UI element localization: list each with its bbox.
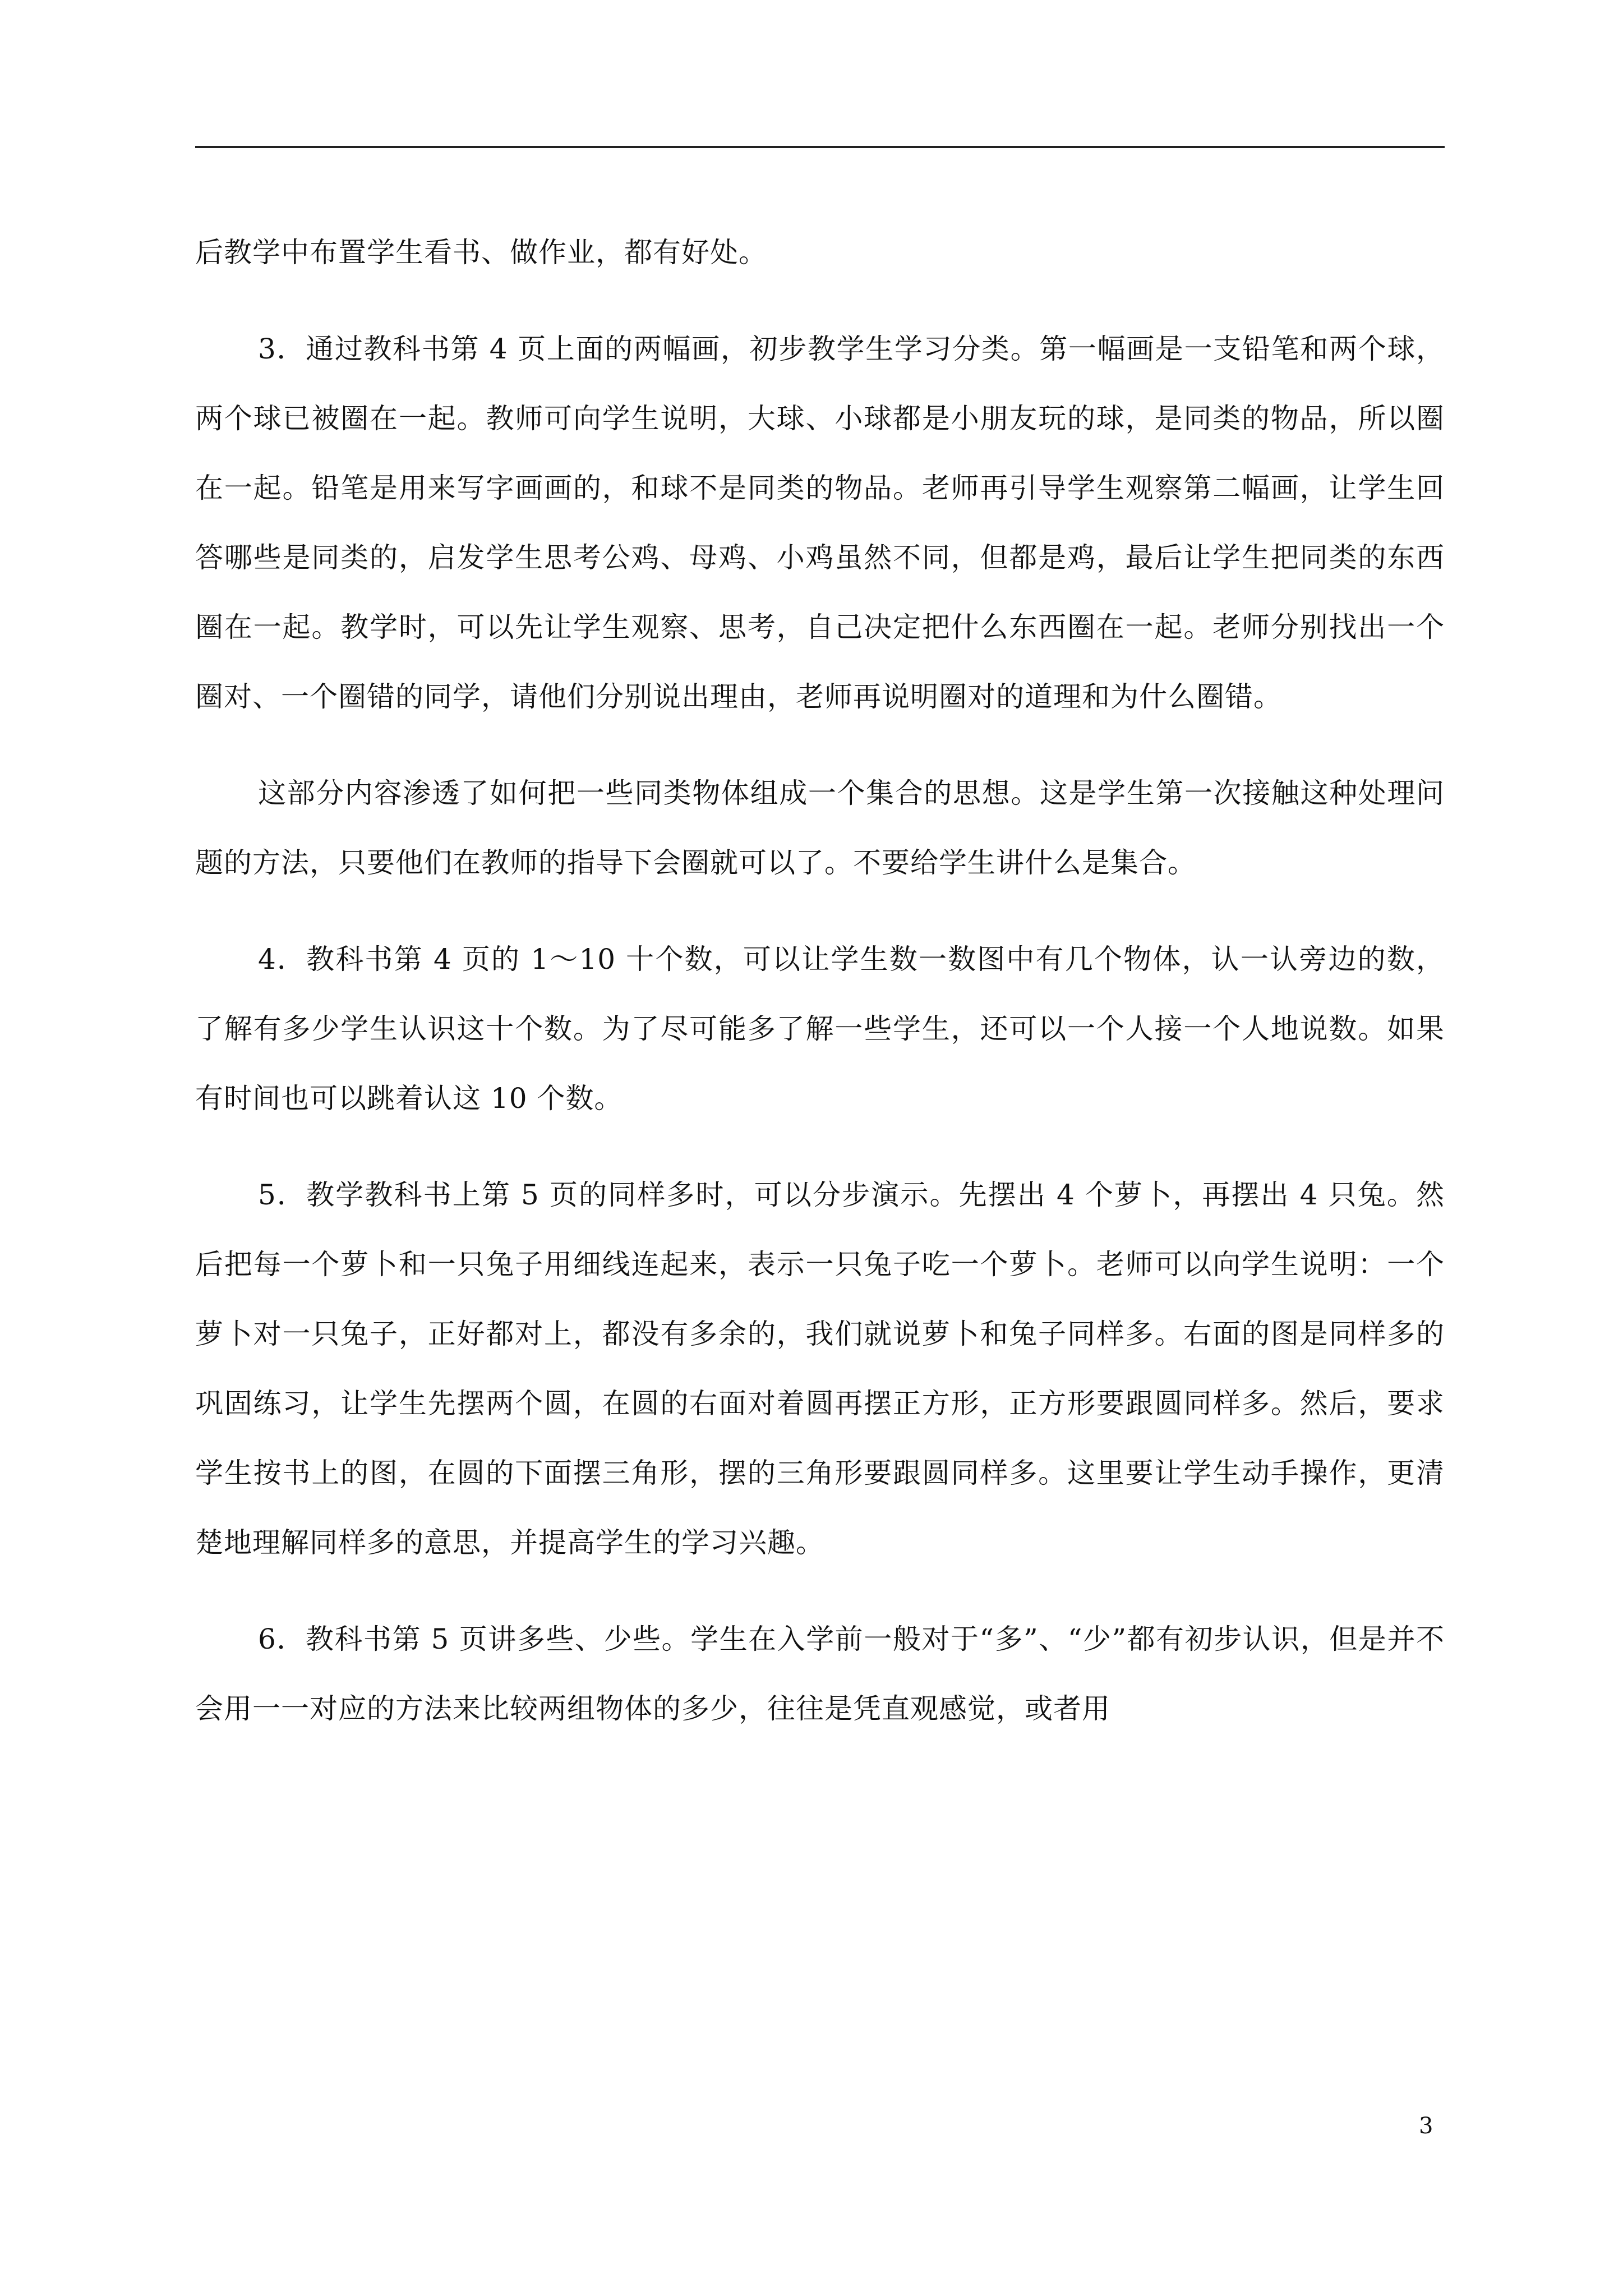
paragraph-item-4-numbers: 4．教科书第 4 页的 1～10 十个数，可以让学生数一数图中有几个物体，认一认旁边的数，了解有多少学生认识这十个数。为了尽可能多了解一些学生，还可以一个人接一个人地说数。如果有时间也可以跳着认这 10 个数。 [195,943,1445,1115]
paragraph-set-concept: 这部分内容渗透了如何把一些同类物体组成一个集合的思想。这是学生第一次接触这种处理问题的方法，只要他们在教师的指导下会圈就可以了。不要给学生讲什么是集合。 [195,777,1445,879]
paragraph-continuation: 后教学中布置学生看书、做作业，都有好处。 [195,236,767,269]
paragraph-item-5-same-amount: 5．教学教科书上第 5 页的同样多时，可以分步演示。先摆出 4 个萝卜，再摆出 4 只兔。然后把每一个萝卜和一只兔子用细线连起来，表示一只兔子吃一个萝卜。老师可以向学生说明：一个萝卜对一只兔子，正好都对上，都没有多余的，我们就说萝卜和兔子同样多。右面的图是同样多的巩固练习，让学生先摆两个圆，在圆的右面对着圆再摆正方形，正方形要跟圆同样多。然后，要求学生按书上的图，在圆的下面摆三角形，摆的三角形要跟圆同样多。这里要让学生动手操作，更清楚地理解同样多的意思，并提高学生的学习兴趣。 [195,1179,1445,1559]
paragraph-item-6-more-less: 6．教科书第 5 页讲多些、少些。学生在入学前一般对于“多”、“少”都有初步认识，但是并不会用一一对应的方法来比较两组物体的多少，往往是凭直观感觉，或者用 [195,1623,1445,1725]
header-rule [195,146,1445,148]
page-body [195,218,1445,1743]
page-number: 3 [1419,2113,1433,2139]
paragraph-item-3-classification: 3．通过教科书第 4 页上面的两幅画，初步教学生学习分类。第一幅画是一支铅笔和两个球，两个球已被圈在一起。教师可向学生说明，大球、小球都是小朋友玩的球，是同类的物品，所以圈在一起。铅笔是用来写字画画的，和球不是同类的物品。老师再引导学生观察第二幅画，让学生回答哪些是同类的，启发学生思考公鸡、母鸡、小鸡虽然不同，但都是鸡，最后让学生把同类的东西圈在一起。教学时，可以先让学生观察、思考，自己决定把什么东西圈在一起。老师分别找出一个圈对、一个圈错的同学，请他们分别说出理由，老师再说明圈对的道理和为什么圈错。 [195,333,1445,713]
